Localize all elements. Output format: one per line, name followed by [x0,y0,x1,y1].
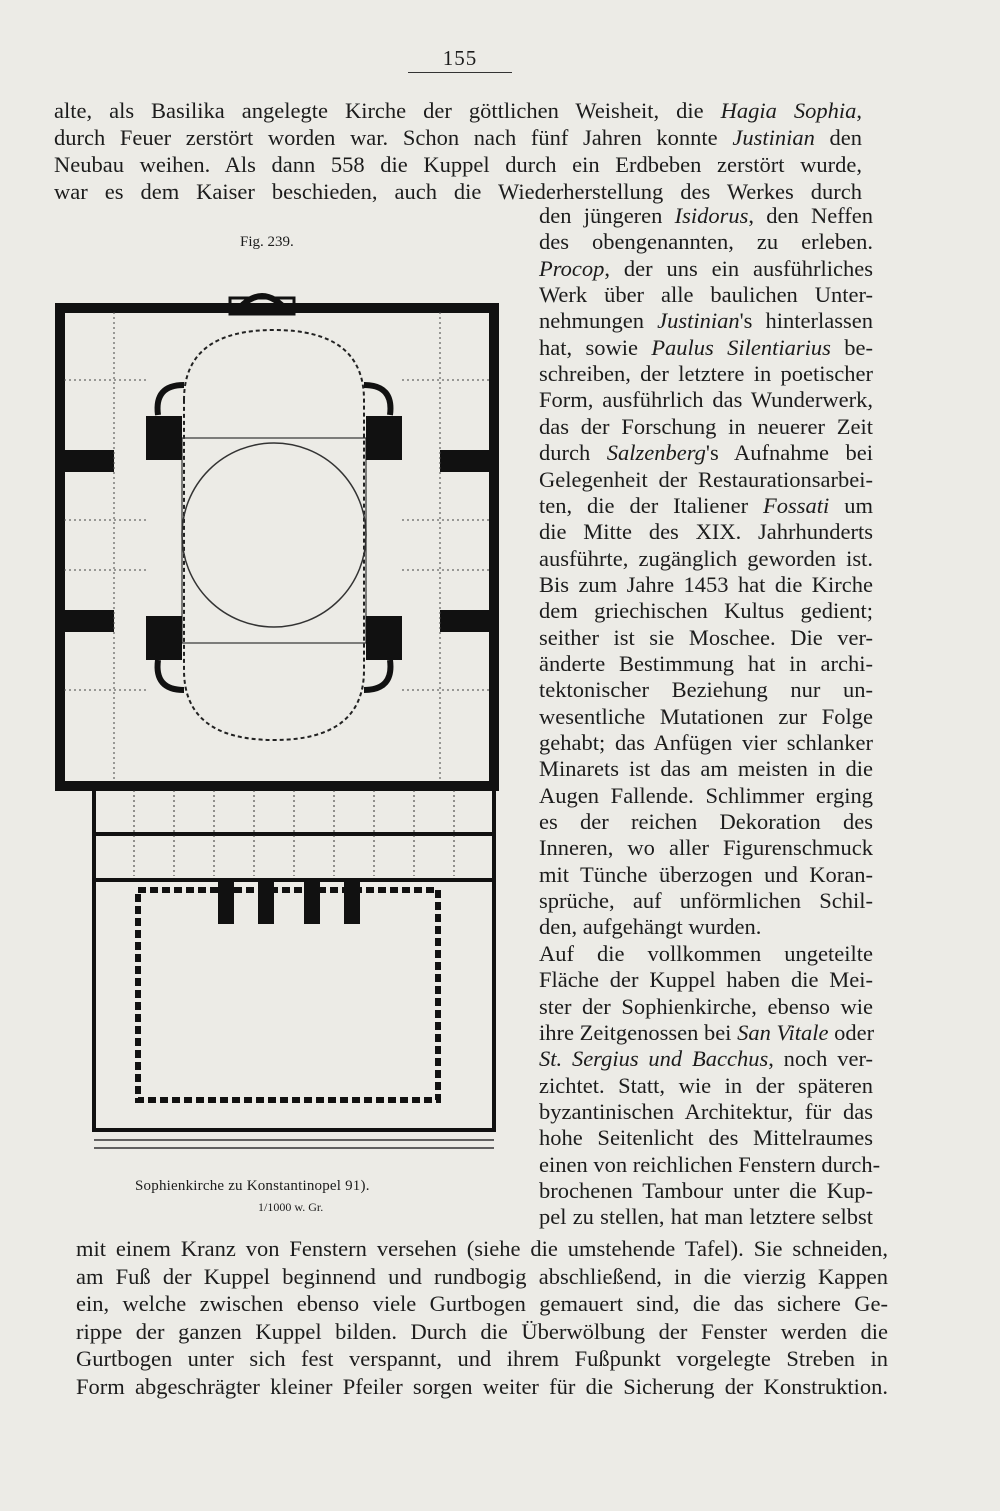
right-line: gehabt; das Anfügen vier schlanker [539,730,873,755]
top-line: Neubau weihen. Als dann 558 die Kuppel durch ein Erdbeben zerstört wurde, [54,152,862,177]
figure-label: Fig. 239. [240,234,294,250]
right-line: Minarets ist das am meisten in die [539,756,873,782]
right-line: es der reichen Dekoration des [539,809,873,835]
right-line: den, aufgehängt wurden. [539,914,762,940]
right-line: brochenen Tambour unter die Kup- [539,1177,873,1203]
page-number: 155 [408,46,512,73]
bottom-line: am Fuß der Kuppel beginnend und rundbogig abschließend, in die vierzig Kappen [76,1263,888,1289]
right-line: Inneren, wo aller Figurenschmuck [539,835,873,861]
right-line: pel zu stellen, hat man letztere selbst [539,1204,873,1230]
right-line: ten, die der Italiener Fossati um [539,492,873,518]
right-line: einen von reichlichen Fenstern durch- [539,1151,881,1177]
right-line: ster der Sophienkirche, ebenso wie [539,993,873,1019]
right-line: Form, ausführlich das Wunderwerk, [539,387,873,413]
right-line: Werk über alle baulichen Unter- [539,282,873,308]
right-line: Augen Fallende. Schlimmer erging [539,782,873,808]
figure-scale: 1/1000 w. Gr. [258,1200,324,1214]
bottom-line: rippe der ganzen Kuppel bilden. Durch die Überwölbung der Fenster werden die [76,1318,888,1344]
right-line: ausführte, zugänglich geworden ist. [539,545,873,571]
right-line: änderte Bestimmung hat in archi- [539,650,873,676]
bottom-line: Form abgeschrägter kleiner Pfeiler sorgen weiter für die Sicherung der Konstruktion. [76,1373,888,1399]
right-line: tektonischer Beziehung nur un- [539,677,873,703]
right-line: Auf die vollkommen ungeteilte [539,940,873,966]
right-line: sprüche, auf unförmlichen Schil- [539,888,873,914]
right-line: ihre Zeitgenossen bei San Vitale oder [539,1019,875,1045]
right-line: des obengenannten, zu erleben. [539,229,873,255]
right-line: zichtet. Statt, wie in der späteren [539,1072,873,1098]
right-line: nehmungen Justinian's hinterlassen [539,308,873,334]
right-line: St. Sergius und Bacchus, noch ver- [539,1046,874,1072]
bottom-line: mit einem Kranz von Fenstern versehen (siehe die umstehende Tafel). Sie schneiden, [76,1236,888,1261]
right-line: Bis zum Jahre 1453 hat die Kirche [539,571,873,597]
right-line: hat, sowie Paulus Silentiarius be- [539,334,873,360]
right-line: Procop, der uns ein ausführliches [539,255,873,281]
right-line: mit Tünche überzogen und Koran- [539,861,873,887]
figure-caption: Sophienkirche zu Konstantinopel 91). [135,1178,370,1194]
right-line: Gelegenheit der Restaurationsarbei- [539,466,873,492]
right-line: schreiben, der letztere in poetischer [539,361,873,387]
right-line: wesentliche Mutationen zur Folge [539,703,873,729]
top-line: alte, als Basilika angelegte Kirche der göttlichen Weisheit, die Hagia Sophia, [54,98,862,123]
floor-plan-figure [54,270,504,1170]
right-line: hohe Seitenlicht des Mittelraumes [539,1125,873,1151]
right-line: seither ist sie Moschee. Die ver- [539,624,873,650]
right-line: durch Salzenberg's Aufnahme bei [539,440,873,466]
right-line: die Mitte des XIX. Jahrhunderts [539,519,873,545]
right-line: byzantinischen Architektur, für das [539,1098,873,1124]
right-line: den jüngeren Isidorus, den Neffen [539,203,873,228]
right-line: Fläche der Kuppel haben die Mei- [539,967,873,993]
right-line: dem griechischen Kultus gedient; [539,598,873,624]
top-line: durch Feuer zerstört worden war. Schon nach fünf Jahren konnte Justinian den [54,125,862,150]
top-line: war es dem Kaiser beschieden, auch die Wiederherstellung des Werkes durch [54,179,862,204]
bottom-line: Gurtbogen unter sich fest verspannt, und ihrem Fußpunkt vorgelegte Streben in [76,1346,888,1371]
bottom-line: ein, welche zwischen ebenso viele Gurtbogen gemauert sind, die das sichere Ge- [76,1291,888,1316]
right-line: das der Forschung in neuerer Zeit [539,413,873,439]
